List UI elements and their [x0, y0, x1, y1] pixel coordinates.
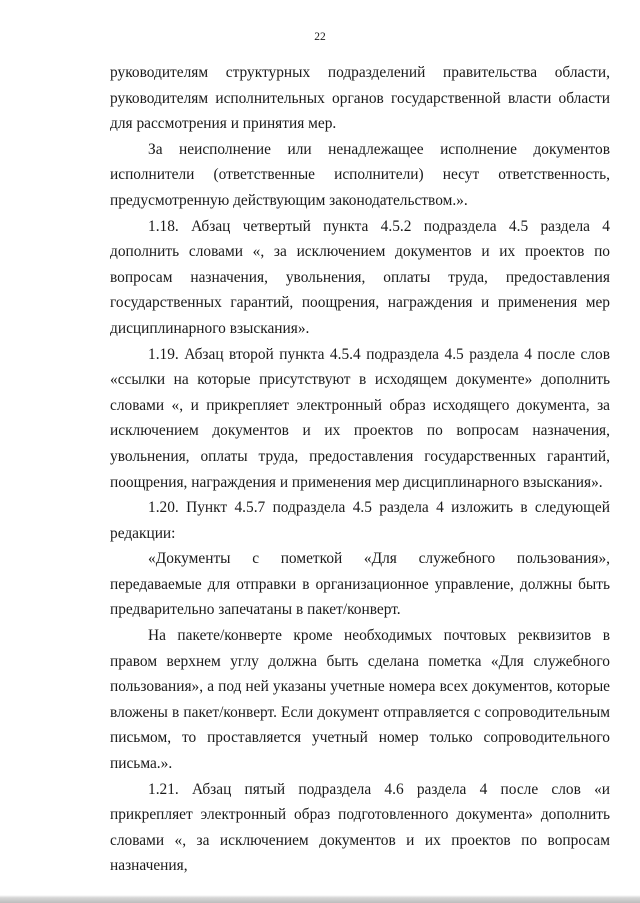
- scan-edge-shadow: [0, 895, 640, 903]
- paragraph-continuation: руководителям структурных подразделений правительства области, руководителям исполнительных органов государственной власти области для рассмотрения и принятия мер.: [110, 64, 610, 133]
- paragraph-item-1-20: 1.20. Пункт 4.5.7 подраздела 4.5 раздела 4 изложить в следующей редакции:: [110, 499, 610, 542]
- paragraph-item-1-18: 1.18. Абзац четвертый пункта 4.5.2 подраздела 4.5 раздела 4 дополнить словами «, за исключением документов и их проектов по вопросам назначения, увольнения, оплаты труда, предоставления государственных гарантий, поощрения, награждения и применения мер дисциплинарного взыскания».: [110, 217, 610, 337]
- paragraph-dsp-documents: «Документы с пометкой «Для служебного пользования», передаваемые для отправки в организационное управление, должны быть предварительно запечатаны в пакет/конверт.: [110, 550, 610, 619]
- paragraph-item-1-19: 1.19. Абзац второй пункта 4.5.4 подраздела 4.5 раздела 4 после слов «ссылки на которые присутствуют в исходящем документе» дополнить словами «, и прикрепляет электронный образ исходящего документа, за исключением документов и их проектов по вопросам назначения, увольнения, оплаты труда, предоставления государственных гарантий, поощрения, награждения и применения мер дисциплинарного взыскания».: [110, 345, 610, 491]
- document-body: [110, 60, 610, 879]
- page-number: 22: [314, 31, 326, 43]
- paragraph-envelope-marking: На пакете/конверте кроме необходимых почтовых реквизитов в правом верхнем углу должна быть сделана пометка «Для служебного пользования», а под ней указаны учетные номера всех документов, которые вложены в пакет/конверт. Если документ отправляется с сопроводительным письмом, то проставляется учетный номер только сопроводительного письма.».: [110, 627, 610, 773]
- paragraph-item-1-21: 1.21. Абзац пятый подраздела 4.6 раздела 4 после слов «и прикрепляет электронный образ подготовленного документа» дополнить словами «, за исключением документов и их проектов по вопросам назначения,: [110, 780, 610, 875]
- paragraph-responsibility: За неисполнение или ненадлежащее исполнение документов исполнители (ответственные исполнители) несут ответственность, предусмотренную действующим законодательством.».: [110, 140, 610, 209]
